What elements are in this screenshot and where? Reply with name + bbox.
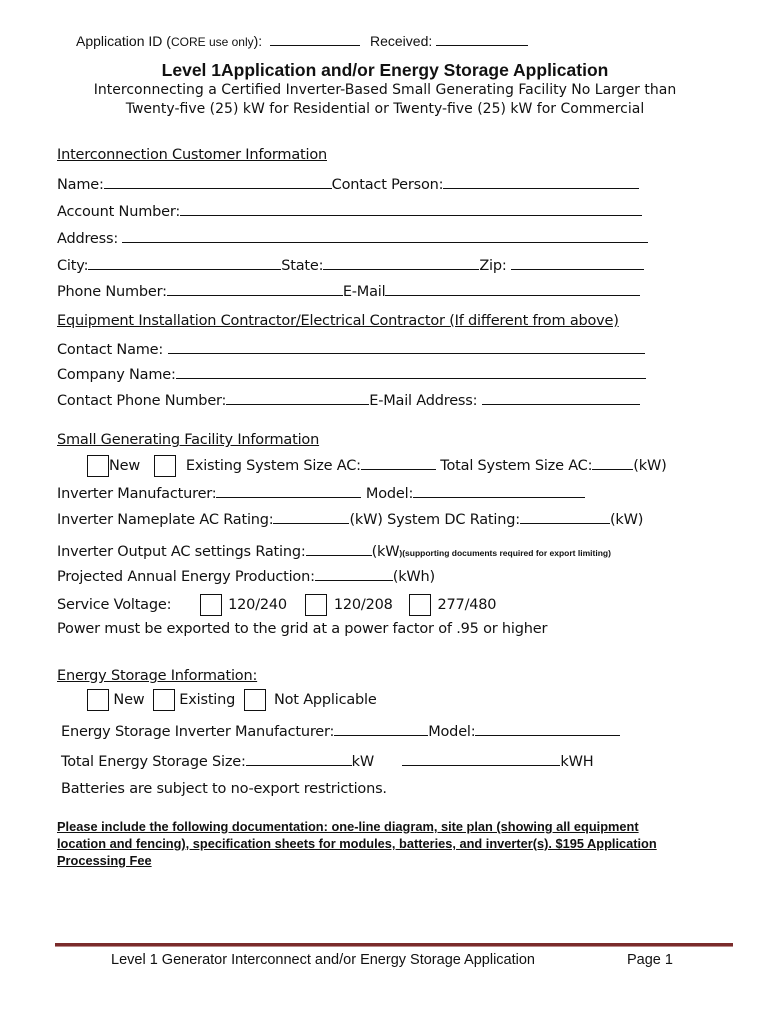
voltage-120-240-label: 120/240 — [228, 597, 287, 613]
storage-model-label: Model: — [428, 724, 476, 740]
output-settings-row — [57, 541, 611, 560]
received-label: Received: — [369, 33, 433, 49]
projected-production-unit: (kWh) — [392, 569, 436, 585]
storage-not-applicable-label: Not Applicable — [273, 692, 377, 708]
phone-row — [57, 281, 640, 300]
documentation-line-3: Processing Fee — [57, 853, 152, 868]
storage-inverter-manufacturer-field[interactable] — [334, 721, 428, 736]
contractor-company-label: Company Name: — [57, 367, 176, 383]
subtitle-line-2: Twenty-five (25) kW for Residential or Twenty-five (25) kW for Commercial — [125, 101, 645, 117]
contractor-phone-label: Contact Phone Number: — [57, 393, 227, 409]
projected-production-label: Projected Annual Energy Production: — [57, 569, 315, 585]
total-system-size-label: Total System Size AC: — [440, 458, 593, 474]
address-label: Address: — [57, 231, 119, 247]
name-field[interactable] — [104, 174, 332, 189]
contact-person-label: Contact Person: — [331, 177, 444, 193]
received-field[interactable] — [436, 31, 528, 46]
service-voltage-label: Service Voltage: — [57, 597, 172, 613]
address-field[interactable] — [122, 228, 648, 243]
contact-person-field[interactable] — [443, 174, 639, 189]
application-id-line — [76, 31, 528, 49]
voltage-120-208-label: 120/208 — [333, 597, 393, 613]
output-settings-field[interactable] — [306, 541, 372, 556]
storage-section-heading: Energy Storage Information: — [57, 668, 258, 684]
storage-type-row — [87, 689, 377, 711]
city-row — [57, 255, 644, 274]
contractor-phone-field[interactable] — [226, 390, 369, 405]
storage-size-kw-field[interactable] — [246, 751, 352, 766]
storage-size-label: Total Energy Storage Size: — [61, 754, 246, 770]
storage-existing-label: Existing — [179, 692, 236, 708]
system-dc-rating-field[interactable] — [520, 509, 610, 524]
zip-field[interactable] — [511, 255, 644, 270]
storage-new-checkbox[interactable] — [87, 689, 109, 711]
phone-label: Phone Number: — [57, 284, 167, 300]
inverter-model-label: Model: — [365, 486, 414, 502]
voltage-277-480-checkbox[interactable] — [409, 594, 431, 616]
contractor-contact-row — [57, 339, 645, 358]
inverter-manufacturer-field[interactable] — [216, 483, 361, 498]
storage-size-kw-unit: kW — [351, 754, 374, 770]
inverter-manufacturer-label: Inverter Manufacturer: — [57, 486, 217, 502]
contractor-email-label: E-Mail Address: — [369, 393, 478, 409]
storage-model-field[interactable] — [475, 721, 620, 736]
storage-inverter-manufacturer-label: Energy Storage Inverter Manufacturer: — [61, 724, 335, 740]
nameplate-row — [57, 509, 643, 528]
projected-production-row — [57, 566, 435, 585]
system-dc-rating-label: (kW) System DC Rating: — [349, 512, 520, 528]
storage-size-row — [61, 751, 593, 770]
state-label: State: — [281, 258, 324, 274]
contractor-section-heading: Equipment Installation Contractor/Electrical Contractor (If different from above) — [57, 313, 619, 329]
city-field[interactable] — [88, 255, 281, 270]
account-number-field[interactable] — [180, 201, 642, 216]
contractor-contact-name-label: Contact Name: — [57, 342, 164, 358]
storage-new-label: New — [113, 692, 145, 708]
facility-new-label: New — [109, 458, 141, 474]
nameplate-label: Inverter Nameplate AC Rating: — [57, 512, 274, 528]
state-field[interactable] — [323, 255, 479, 270]
voltage-120-240-checkbox[interactable] — [200, 594, 222, 616]
contractor-email-field[interactable] — [482, 390, 640, 405]
application-id-label: Application ID ( — [76, 33, 171, 49]
output-settings-unit: (kW — [371, 544, 400, 560]
existing-system-size-label: Existing System Size AC: — [185, 458, 361, 474]
contractor-company-field[interactable] — [176, 364, 646, 379]
city-label: City: — [57, 258, 89, 274]
documentation-line-1: Please include the following documentation: one-line diagram, site plan (showing all equipment — [57, 819, 639, 834]
facility-section-heading: Small Generating Facility Information — [57, 432, 320, 448]
application-id-field[interactable] — [270, 31, 360, 46]
facility-existing-checkbox[interactable] — [154, 455, 176, 477]
service-voltage-row — [57, 594, 496, 616]
power-factor-note: Power must be exported to the grid at a power factor of .95 or higher — [57, 621, 548, 637]
voltage-120-208-checkbox[interactable] — [305, 594, 327, 616]
name-label: Name: — [57, 177, 104, 193]
application-id-suffix: ): — [253, 33, 263, 49]
phone-field[interactable] — [167, 281, 343, 296]
address-row — [57, 228, 648, 247]
storage-size-kwh-unit: kWH — [560, 754, 594, 770]
contractor-company-row — [57, 364, 646, 383]
page-title: Level 1Application and/or Energy Storage Application — [161, 60, 609, 80]
contractor-phone-row — [57, 390, 640, 409]
existing-system-size-field[interactable] — [361, 455, 436, 470]
storage-existing-checkbox[interactable] — [153, 689, 175, 711]
total-system-size-unit: (kW) — [633, 458, 667, 474]
email-field[interactable] — [385, 281, 640, 296]
total-system-size-field[interactable] — [592, 455, 633, 470]
system-dc-rating-unit: (kW) — [609, 512, 644, 528]
nameplate-field[interactable] — [273, 509, 349, 524]
name-row — [57, 174, 639, 193]
supporting-documents-note: )(supporting documents required for export limiting) — [399, 548, 611, 558]
account-row — [57, 201, 642, 220]
facility-new-checkbox[interactable] — [87, 455, 109, 477]
documentation-line-2: location and fencing), specification sheets for modules, batteries, and inverter(s). $195 Application — [57, 836, 657, 851]
batteries-note: Batteries are subject to no-export restrictions. — [61, 781, 387, 797]
footer-title: Level 1 Generator Interconnect and/or Energy Storage Application — [111, 952, 535, 968]
customer-section-heading: Interconnection Customer Information — [57, 147, 327, 163]
contractor-contact-name-field[interactable] — [168, 339, 645, 354]
core-use-note: CORE use only — [170, 35, 254, 49]
storage-not-applicable-checkbox[interactable] — [244, 689, 266, 711]
storage-size-kwh-field[interactable] — [402, 751, 560, 766]
page-number: Page 1 — [627, 952, 673, 968]
footer-rule — [55, 943, 733, 947]
voltage-277-480-label: 277/480 — [437, 597, 497, 613]
account-number-label: Account Number: — [57, 204, 181, 220]
projected-production-field[interactable] — [315, 566, 393, 581]
output-settings-label: Inverter Output AC settings Rating: — [57, 544, 306, 560]
email-label: E-Mail — [342, 284, 386, 300]
facility-type-row — [87, 455, 667, 477]
storage-inverter-row — [61, 721, 620, 740]
subtitle-line-1: Interconnecting a Certified Inverter-Based Small Generating Facility No Larger than — [93, 82, 677, 98]
inverter-manufacturer-row — [57, 483, 585, 502]
zip-label: Zip: — [479, 258, 507, 274]
inverter-model-field[interactable] — [413, 483, 585, 498]
